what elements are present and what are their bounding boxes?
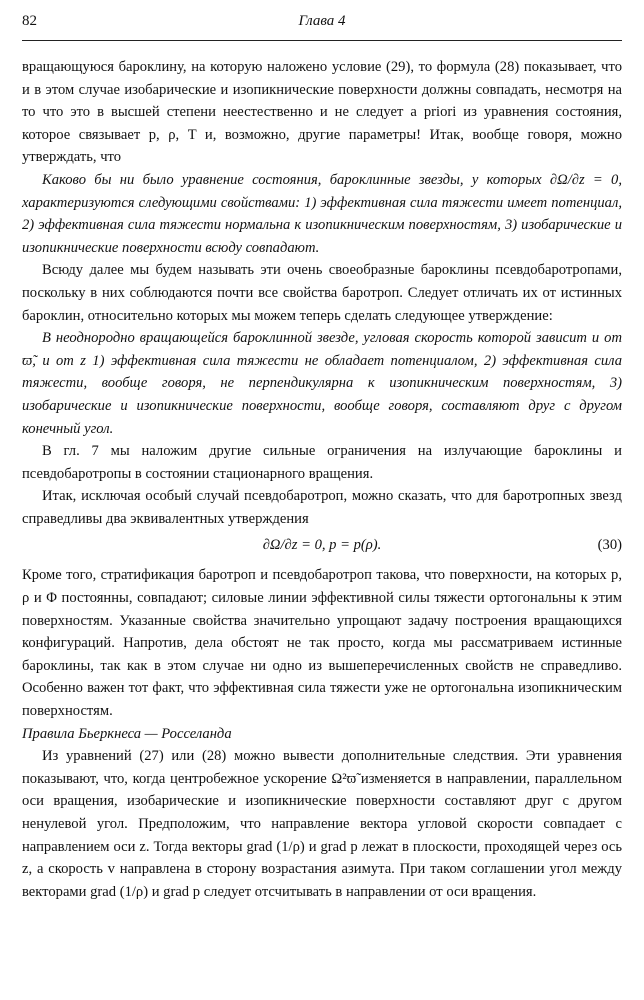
statement-pseudobarotrope: Каково бы ни было уравнение состояния, бароклинные звезды, у которых ∂Ω/∂z = 0, характеризуются следующими свойствами: 1) эффективная сила тяжести имеет потенциал, 2) эффективная сила тяжести нормальна к изопикническим поверхностям, 3) изобарические и изопикнические поверхности всюду совпадают. (22, 171, 622, 256)
page-header (22, 13, 622, 35)
paragraph-7: Кроме того, стратификация баротроп и псевдобаротроп такова, что поверхности, на которых p, ρ и Φ постоянны, совпадают; силовые линии эффективной силы тяжести ортогональны к этим поверхностям. Указанные свойства значительно упрощают задачу построения вращающихся конфигураций. Напротив, дела обстоят не так просто, когда мы рассматриваем истинные бароклины, так как в этом случае ни одно из вышеперечисленных свойств не справедливо. Особенно важен тот факт, что эффективная сила тяжести уже не ортогональна изопикническим поверхностям. (22, 567, 622, 720)
page-body (22, 56, 622, 903)
chapter-title: Глава 4 (298, 13, 346, 29)
page-number: 82 (22, 13, 37, 29)
paragraph-5: В гл. 7 мы наложим другие сильные ограничения на излучающие бароклины и псевдобаротропы в состоянии стационарного вращения. (22, 443, 622, 482)
paragraph-1: вращающуюся бароклину, на которую наложено условие (29), то формула (28) показывает, что и в этом случае изобарические и изопикнические поверхности должны совпадать, несмотря на то что это в высшей степени неестественно и не следует a priori из уравнения состояния, которое связывает p, ρ, T и, возможно, другие параметры! Итак, вообще говоря, можно утверждать, что (22, 59, 622, 166)
equation-formula: ∂Ω/∂z = 0, p = p(ρ). (262, 537, 382, 554)
paragraph-6: Итак, исключая особый случай псевдобаротроп, можно сказать, что для баротропных звезд справедливы два эквивалентных утверждения (22, 488, 622, 527)
statement-baroclinic: В неоднородно вращающейся бароклинной звезде, угловая скорость которой зависит и от ϖ̃, и от z 1) эффективная сила тяжести не обладает потенциалом, 2) эффективная сила тяжести, вообще говоря, не перпендикулярна к изопикническим поверхностям, 3) изобарические и изопикнические поверхности, вообще говоря, составляют друг с другом конечный угол. (22, 330, 622, 437)
equation-number: (30) (597, 537, 622, 554)
paragraph-3: Всюду далее мы будем называть эти очень своеобразные бароклины псевдобаротропами, поскольку в них соблюдаются почти все свойства баротроп. Следует отличать их от истинных бароклин, относительно которых мы можем теперь сделать следующее утверждение: (22, 262, 622, 324)
section-title: Правила Бьеркнеса — Росселанда (22, 725, 232, 742)
equation-30 (22, 534, 622, 558)
paragraph-8: Из уравнений (27) или (28) можно вывести дополнительные следствия. Эти уравнения показывают, что, когда центробежное ускорение Ω²ϖ̃ изменяется в направлении, параллельном оси вращения, изобарические и изопикнические поверхности составляют друг с другом ненулевой угол. Предположим, что направление вектора угловой скорости совпадает с направлением оси z. Тогда векторы grad (1/ρ) и grad p лежат в плоскости, проходящей через ось z, а скорость v направлена в сторону возрастания азимута. При таком соглашении угол между векторами grad (1/ρ) и grad p следует отсчитывать в направлении от оси вращения. (22, 748, 622, 900)
header-rule (22, 40, 622, 41)
